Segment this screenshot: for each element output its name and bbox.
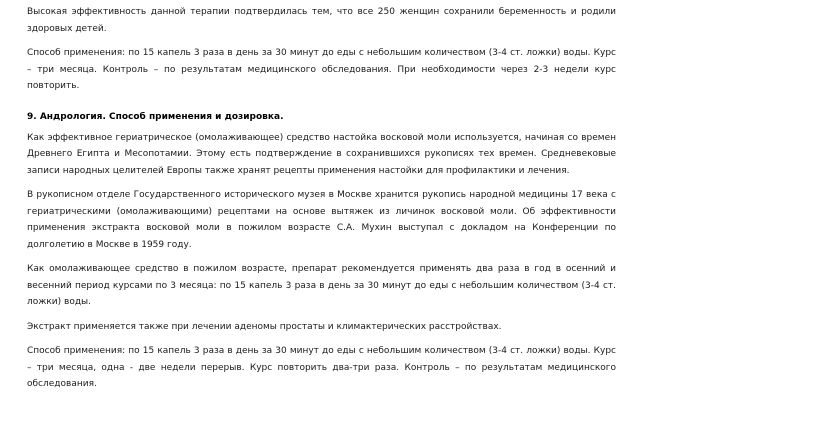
- paragraph-application-method: Способ применения: по 15 капель 3 раза в день за 30 минут до еды с небольшим количеством (3-4 ст. ложки) воды. Курс – три месяца, одна - две недели перерыв. Курс повторить два-три раза. Контроль – по результатам медицинского обследования.: [27, 346, 616, 389]
- section-heading-andrology: 9. Андрология. Способ применения и дозировка.: [27, 111, 284, 122]
- paragraph-dosage-instructions: Способ применения: по 15 капель 3 раза в день за 30 минут до еды с небольшим количеством (3-4 ст. ложки) воды. Курс – три месяца. Контроль – по результатам медицинского обследования. При необходимости через 2-3 недели курс повторить.: [27, 48, 616, 91]
- article-body: [27, 4, 616, 401]
- paragraph-geriatric-history: Как эффективное гериатрическое (омолаживающее) средство настойка восковой моли используется, начиная со времен Древнего Египта и Месопотамии. Этому есть подтверждение в сохранившихся рукописях тех времен. Средневековые записи народных целителей Европы также хранят рецепты применения настойки для профилактики и лечения.: [27, 132, 616, 176]
- paragraph-rejuvenation-course: Как омолаживающее средство в пожилом возрасте, препарат рекомендуется применять два раза в год в осенний и весенний период курсами по 3 месяца: по 15 капель 3 раза в день за 30 минут до еды с небольшим количеством (3-4 ст. ложки) воды.: [27, 264, 616, 307]
- paragraph-adenoma-treatment: Экстракт применяется также при лечении аденомы простаты и климактерических расстройствах.: [27, 321, 502, 332]
- paragraph-museum-manuscript: В рукописном отделе Государственного исторического музея в Москве хранится рукопись народной медицины 17 века с гериатрическими (омолаживающими) рецептами на основе вытяжек из личинок восковой моли. Об эффективности применения экстракта восковой моли в пожилом возрасте С.А. Мухин выступал с докладом на Конференции по долголетию в Москве в 1959 году.: [27, 190, 616, 250]
- paragraph-therapy-effectiveness: Высокая эффективность данной терапии подтвердилась тем, что все 250 женщин сохранили беременность и родили здоровых детей.: [27, 7, 616, 34]
